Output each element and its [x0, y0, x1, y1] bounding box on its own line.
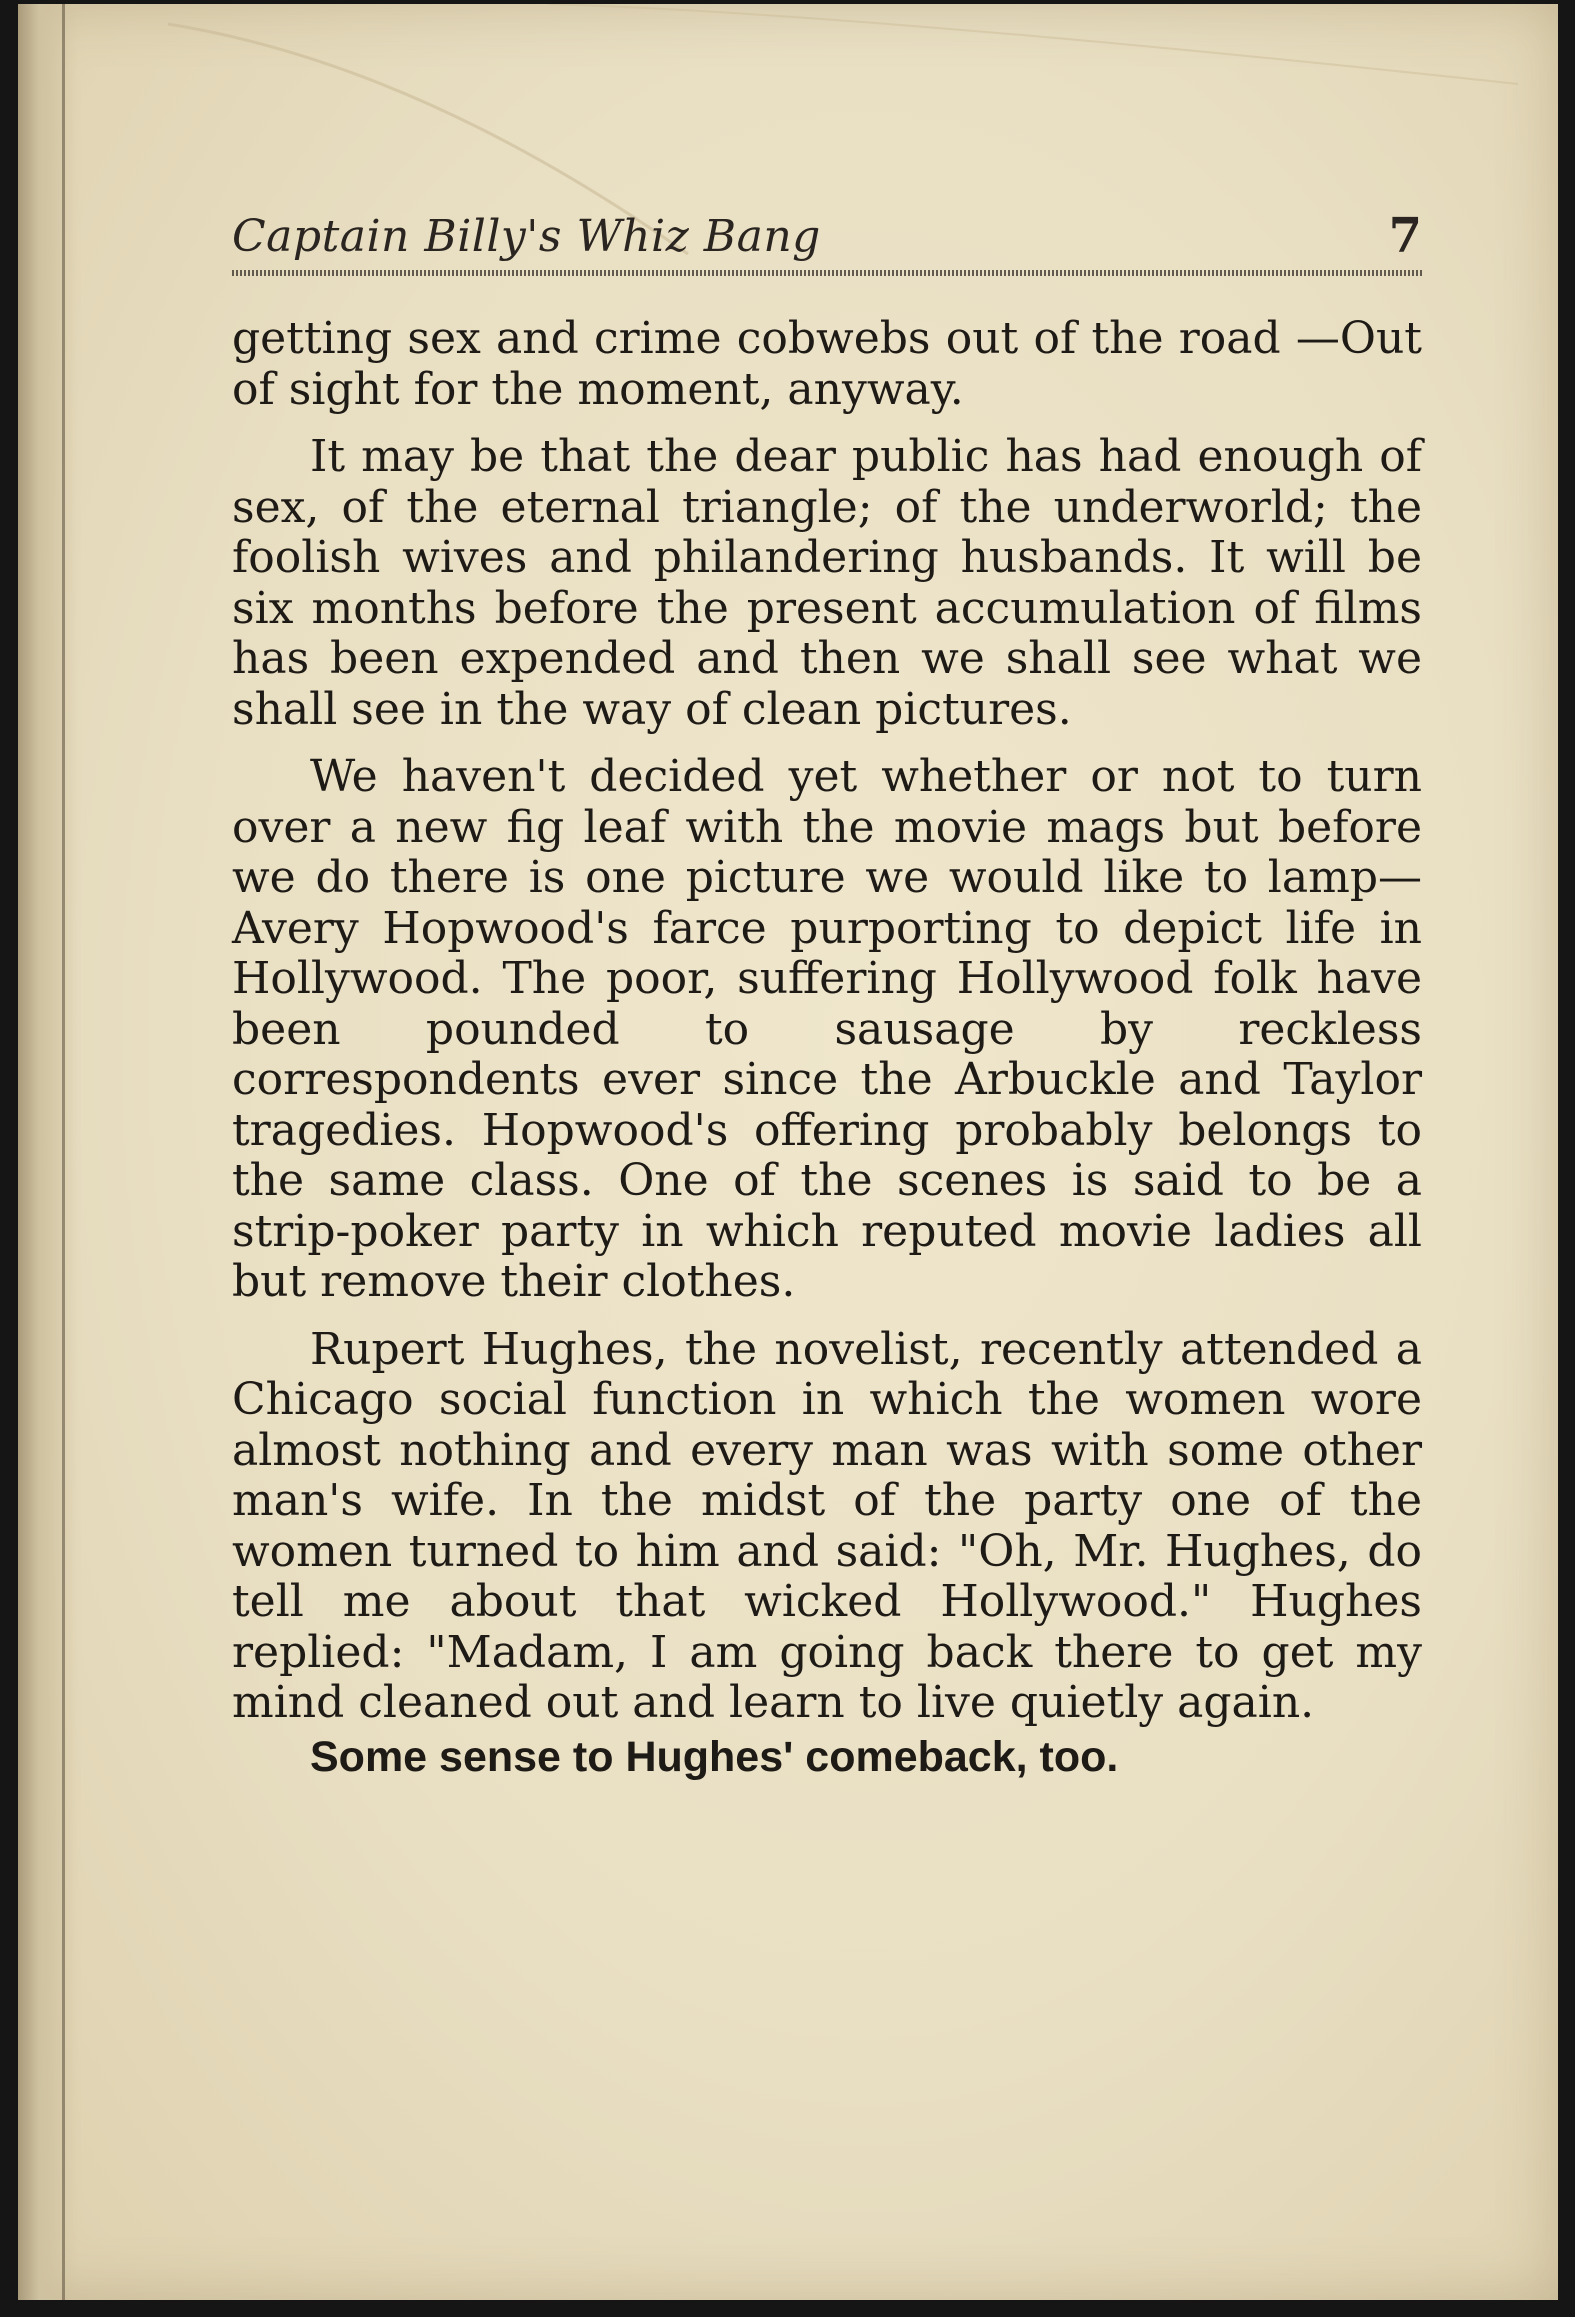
paragraph-3: We haven't decided yet whether or not to turn over a new fig leaf with the movie mags but before we do there is one picture we would like to lamp—Avery Hopwood's farce purporting to depict life in Hollywood. The poor, suffering Hollywood folk have been pounded to sausage by reckless correspondents ever since the Arbuckle and Taylor tragedies. Hopwood's offering probably belongs to the same class. One of the scenes is said to be a strip-poker party in which reputed movie ladies all but remove their clothes. [232, 751, 1422, 1307]
running-header [232, 208, 1422, 276]
closing-line: Some sense to Hughes' comeback, too. [310, 1732, 1119, 1781]
page-spine-edge [62, 4, 65, 2300]
paragraph-4: Rupert Hughes, the novelist, recently attended a Chicago social function in which the women wore almost nothing and every man was with some other man's wife. In the midst of the party one of the women turned to him and said: "Oh, Mr. Hughes, do tell me about that wicked Hollywood." Hughes replied: "Madam, I am going back there to get my mind cleaned out and learn to live quietly again. [232, 1323, 1422, 1728]
paragraph-2: It may be that the dear public has had enough of sex, of the eternal triangle; of the underworld; the foolish wives and philandering husbands. It will be six months before the present accumulation of films has been expended and then we shall see what we shall see in the way of clean pictures. [232, 431, 1422, 735]
paragraph-1: getting sex and crime cobwebs out of the road —Out of sight for the moment, anyway. [232, 313, 1422, 415]
page-spine-shadow [18, 4, 78, 2300]
header-rule [232, 270, 1422, 276]
page-number: 7 [1388, 208, 1422, 264]
article-body [232, 314, 1422, 1799]
running-title: Captain Billy's Whiz Bang [232, 211, 821, 262]
book-page [18, 4, 1558, 2300]
